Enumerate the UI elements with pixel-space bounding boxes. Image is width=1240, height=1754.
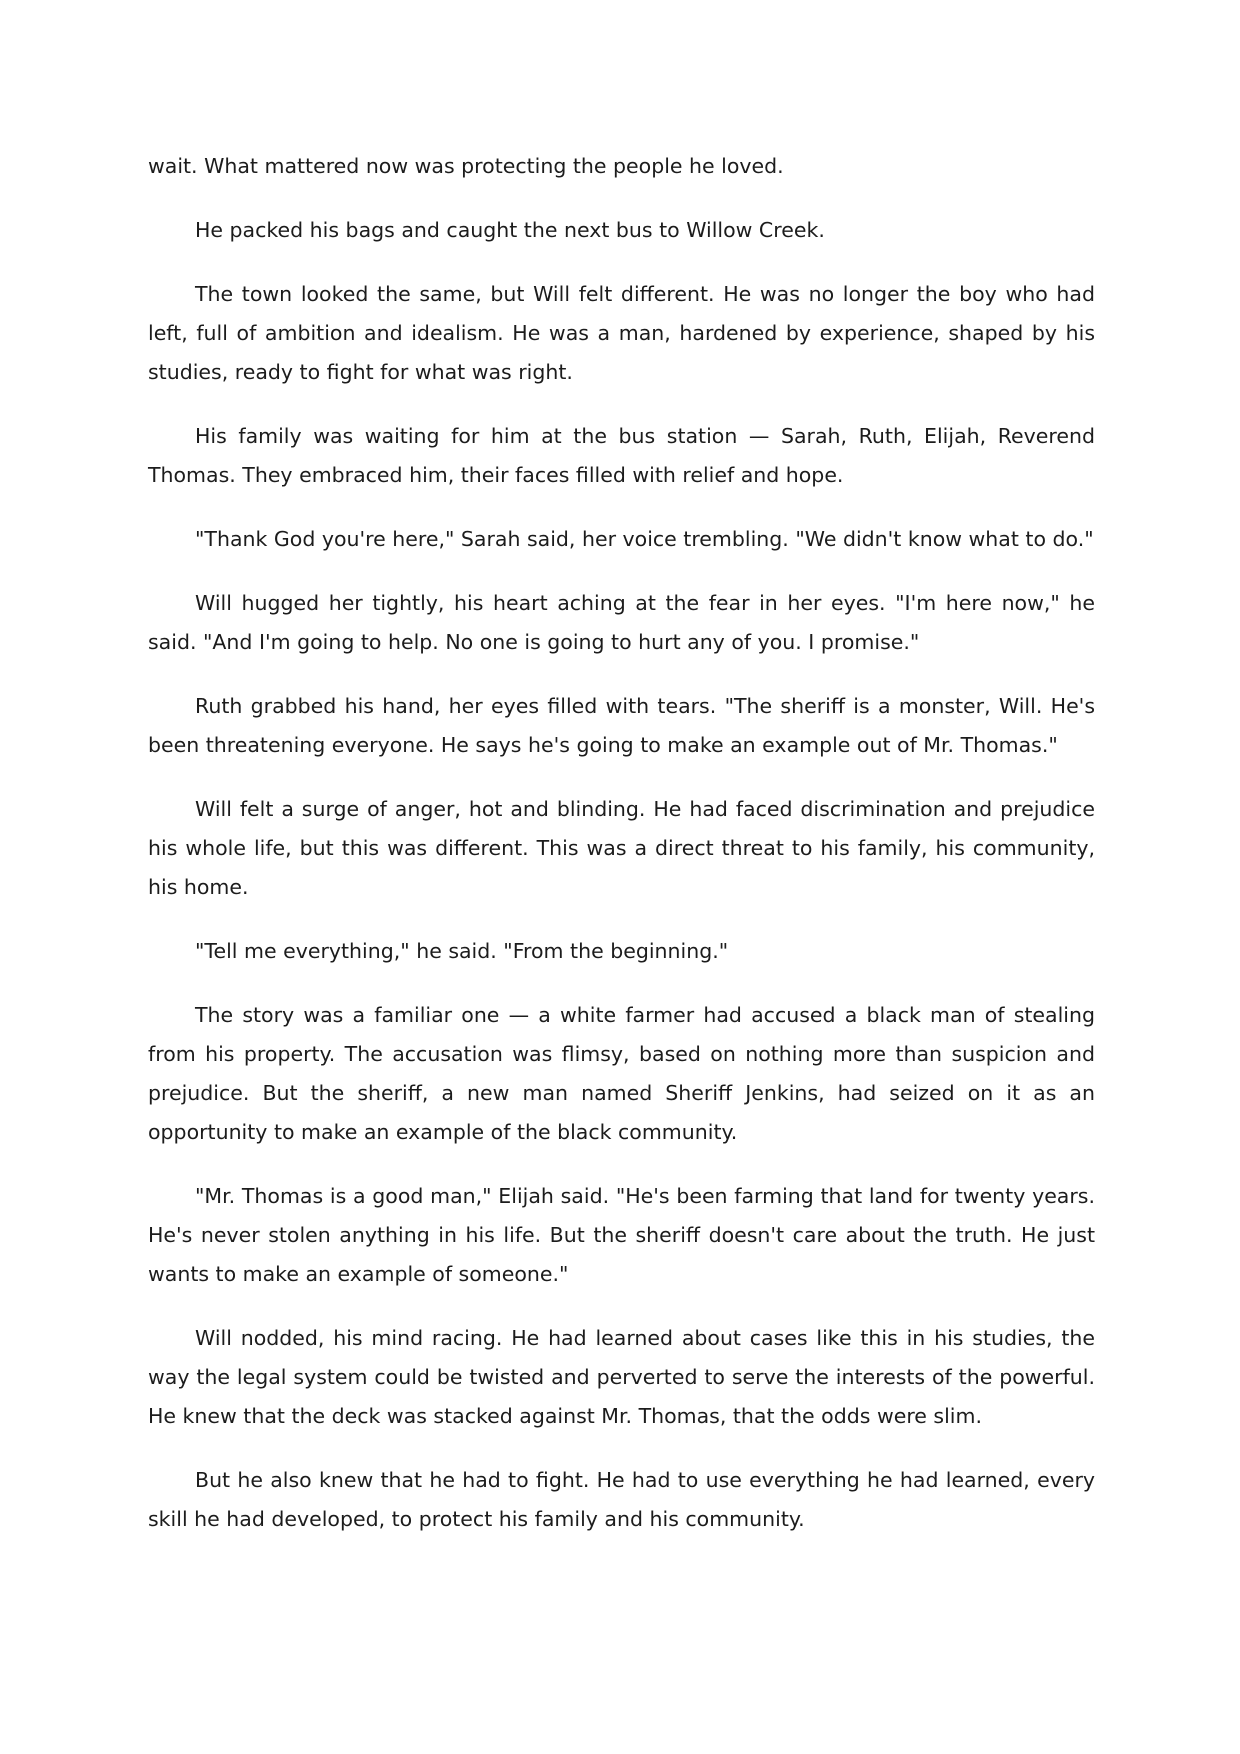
paragraph: Will nodded, his mind racing. He had learned about cases like this in his studies, the way the legal system could be twisted and perverted to serve the interests of the powerful. He knew that the deck was stacked against Mr. Thomas, that the odds were slim.: [148, 1326, 1095, 1428]
paragraph: Will felt a surge of anger, hot and blinding. He had faced discrimination and prejudice his whole life, but this was different. This was a direct threat to his family, his community, his home.: [148, 797, 1095, 899]
paragraph: "Mr. Thomas is a good man," Elijah said. "He's been farming that land for twenty years. He's never stolen anything in his life. But the sheriff doesn't care about the truth. He just wants to make an example of someone.": [148, 1184, 1095, 1286]
paragraph: Ruth grabbed his hand, her eyes filled with tears. "The sheriff is a monster, Will. He's been threatening everyone. He says he's going to make an example out of Mr. Thomas.": [148, 694, 1095, 757]
paragraph: His family was waiting for him at the bus station — Sarah, Ruth, Elijah, Reverend Thomas. They embraced him, their faces filled with relief and hope.: [148, 424, 1095, 487]
paragraph: Will hugged her tightly, his heart aching at the fear in her eyes. "I'm here now," he said. "And I'm going to help. No one is going to hurt any of you. I promise.": [148, 591, 1095, 654]
paragraph: The story was a familiar one — a white farmer had accused a black man of stealing from his property. The accusation was flimsy, based on nothing more than suspicion and prejudice. But the sheriff, a new man named Sheriff Jenkins, had seized on it as an opportunity to make an example of the black community.: [148, 1003, 1095, 1144]
paragraph: wait. What mattered now was protecting the people he loved.: [148, 154, 784, 178]
body-text: [148, 147, 1095, 1539]
paragraph: He packed his bags and caught the next bus to Willow Creek.: [195, 218, 825, 242]
paragraph: The town looked the same, but Will felt different. He was no longer the boy who had left, full of ambition and idealism. He was a man, hardened by experience, shaped by his studies, ready to fight for what was right.: [148, 282, 1095, 384]
paragraph: But he also knew that he had to fight. He had to use everything he had learned, every skill he had developed, to protect his family and his community.: [148, 1468, 1095, 1531]
paragraph: "Thank God you're here," Sarah said, her voice trembling. "We didn't know what to do.": [195, 527, 1094, 551]
paragraph: "Tell me everything," he said. "From the beginning.": [195, 939, 729, 963]
